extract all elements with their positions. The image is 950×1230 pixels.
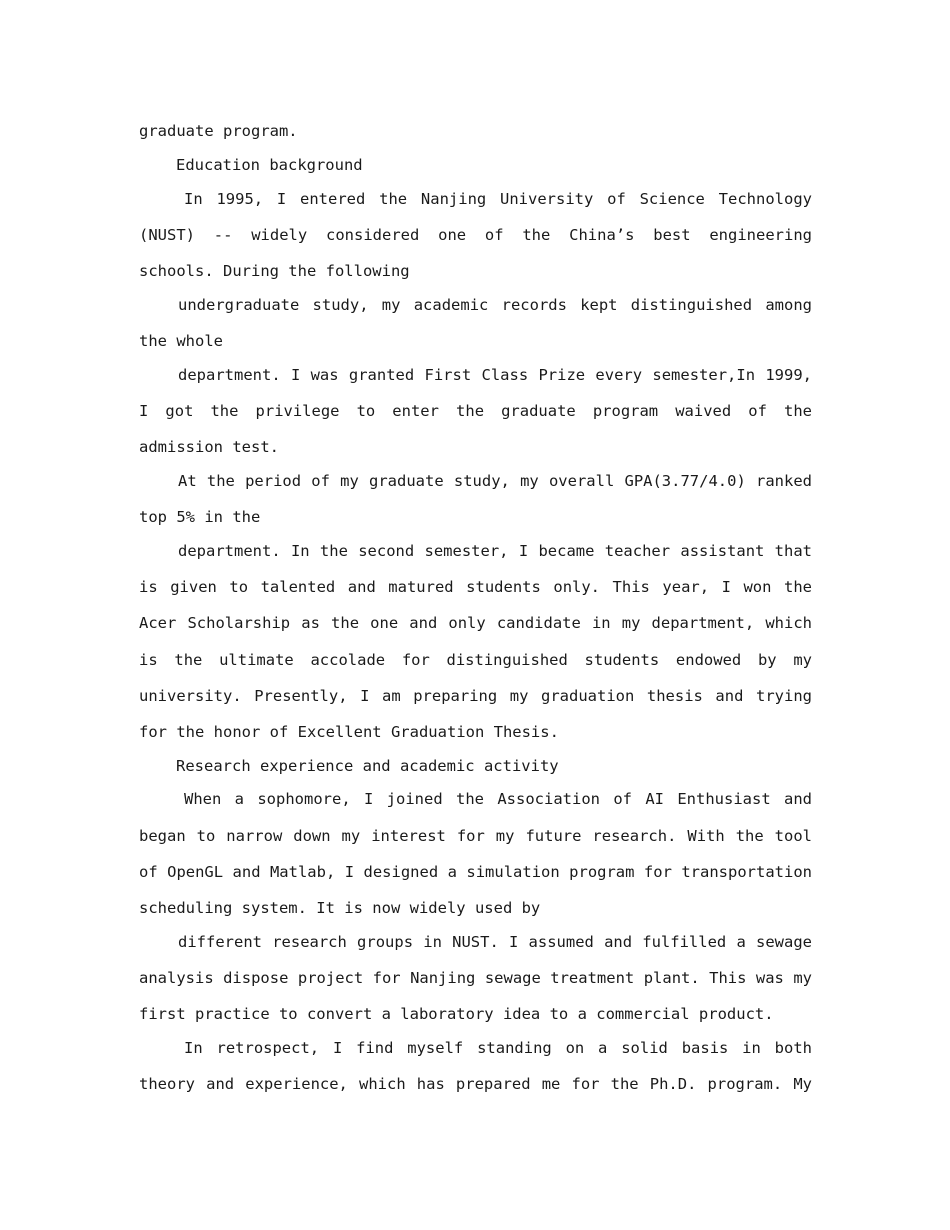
section-heading-research: Research experience and academic activity: [176, 757, 559, 775]
text-line: (NUST) -- widely considered one of the China’s best engineering: [139, 226, 812, 244]
text-line: In 1995, I entered the Nanjing University of Science Technology: [184, 190, 812, 208]
text-line: scheduling system. It is now widely used by: [139, 899, 541, 917]
text-line: admission test.: [139, 438, 279, 456]
text-line: began to narrow down my interest for my future research. With the tool: [139, 827, 812, 845]
text-line: first practice to convert a laboratory idea to a commercial product.: [139, 1005, 774, 1023]
text-line: for the honor of Excellent Graduation Thesis.: [139, 723, 559, 741]
text-line: the whole: [139, 332, 223, 350]
text-line: At the period of my graduate study, my overall GPA(3.77/4.0) ranked: [178, 472, 812, 490]
section-heading-education: Education background: [176, 156, 363, 174]
text-line: I got the privilege to enter the graduate program waived of the: [139, 402, 812, 420]
text-line: Acer Scholarship as the one and only candidate in my department, which: [139, 614, 812, 632]
text-line: When a sophomore, I joined the Association of AI Enthusiast and: [184, 790, 812, 808]
text-line: department. In the second semester, I became teacher assistant that: [178, 542, 812, 560]
text-line: is given to talented and matured students only. This year, I won the: [139, 578, 812, 596]
text-line: analysis dispose project for Nanjing sewage treatment plant. This was my: [139, 969, 812, 987]
text-line: undergraduate study, my academic records kept distinguished among: [178, 296, 812, 314]
text-line: In retrospect, I find myself standing on a solid basis in both: [184, 1039, 812, 1057]
text-line: university. Presently, I am preparing my graduation thesis and trying: [139, 687, 812, 705]
text-line: top 5% in the: [139, 508, 261, 526]
text-line: graduate program.: [139, 122, 298, 140]
text-line: different research groups in NUST. I assumed and fulfilled a sewage: [178, 933, 812, 951]
text-line: schools. During the following: [139, 262, 410, 280]
text-line: of OpenGL and Matlab, I designed a simulation program for transportation: [139, 863, 812, 881]
text-line: department. I was granted First Class Prize every semester,In 1999,: [178, 366, 812, 384]
text-line: theory and experience, which has prepared me for the Ph.D. program. My: [139, 1075, 812, 1093]
text-line: is the ultimate accolade for distinguished students endowed by my: [139, 651, 812, 669]
